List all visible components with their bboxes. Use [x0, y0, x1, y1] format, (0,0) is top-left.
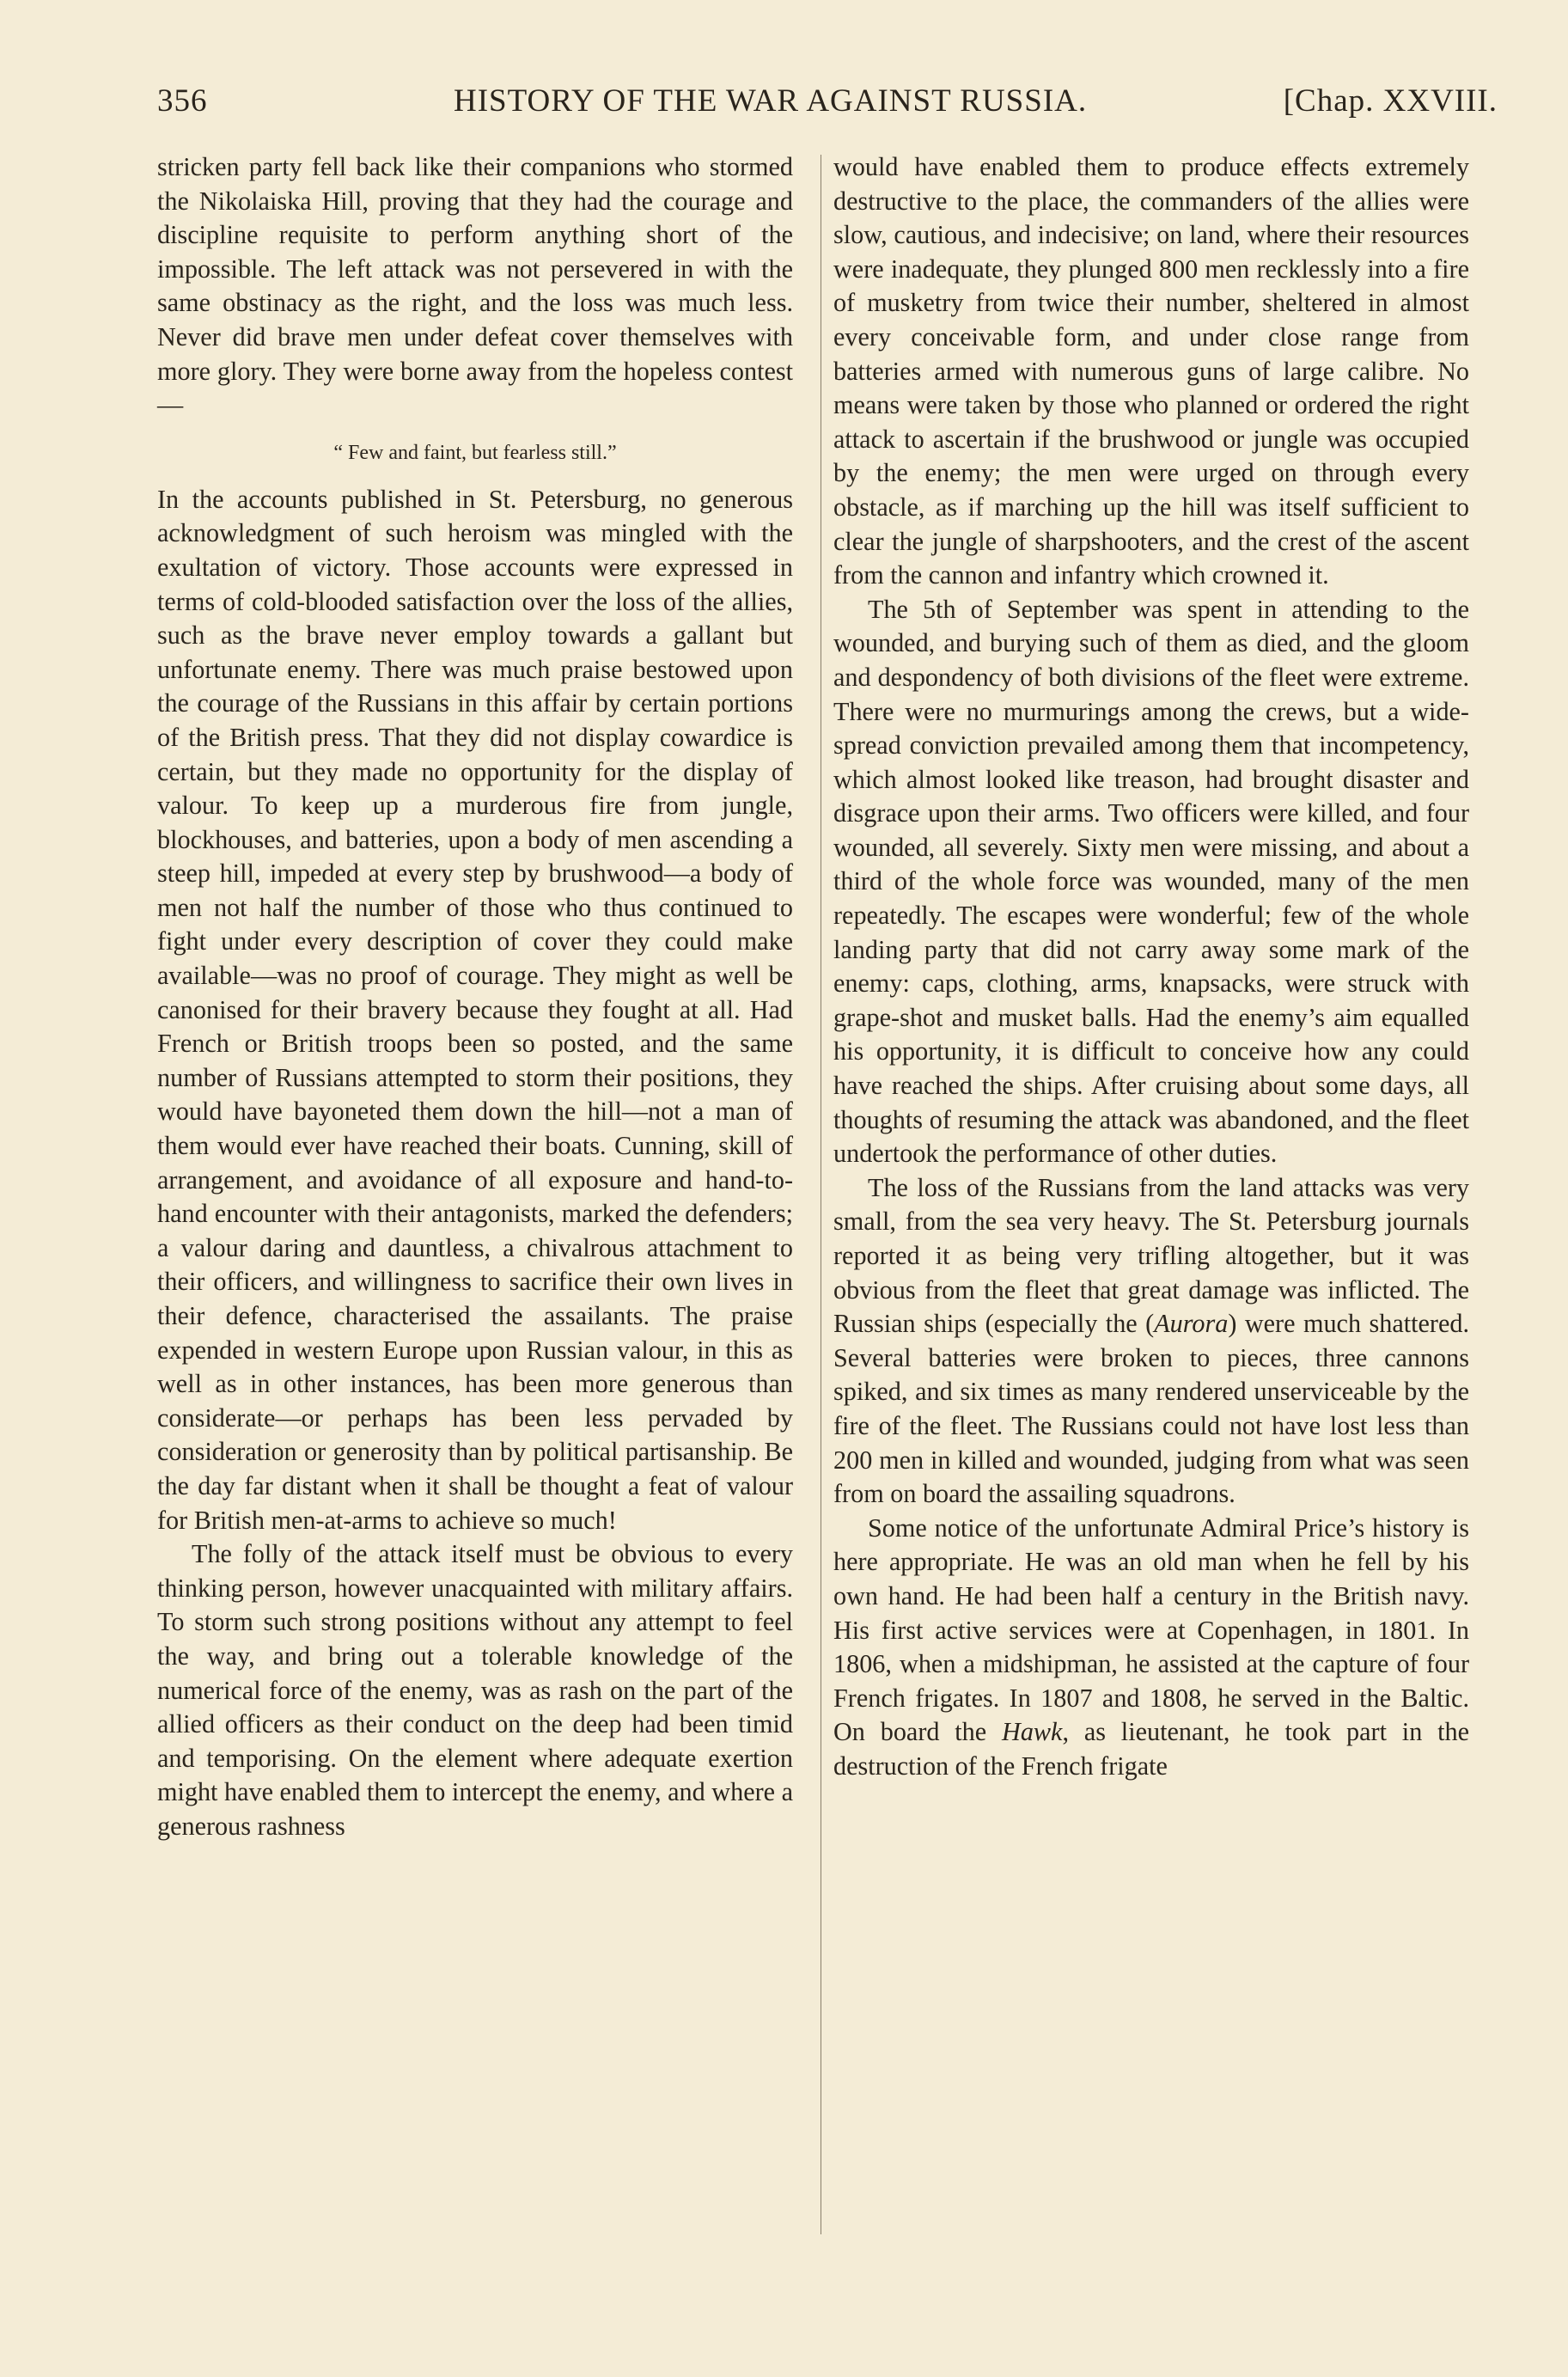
chapter-label: [Chap. XXVIII.	[1283, 83, 1498, 119]
running-header	[157, 82, 1498, 129]
paragraph: would have enabled them to produce effects extremely destructive to the place, the commanders of the allies were slow, cautious, and indecisive; on land, where their resources were inadequate, they plunged 800 men recklessly into a fire of musketry from twice their number, sheltered in almost every conceivable form, and under close range from batteries armed with numerous guns of large calibre. No means were taken by those who planned or ordered the right attack to ascertain if the brushwood or jungle was occupied by the enemy; the men were urged on through every obstacle, as if marching up the hill was itself sufficient to clear the jungle of sharpshooters, and the crest of the ascent from the cannon and infantry which crowned it.	[833, 152, 1469, 590]
running-title: HISTORY OF THE WAR AGAINST RUSSIA.	[454, 83, 1088, 119]
page-number: 356	[157, 83, 208, 119]
paragraph: stricken party fell back like their companions who stormed the Nikolaiska Hill, proving that they had the courage and discipline requisite to perform anything short of the impossible. The left attack was not persevered in with the same obstinacy as the right, and the loss was much less. Never did brave men under defeat cover themselves with more glory. They were borne away from the hopeless contest—	[157, 152, 793, 420]
ship-name: Hawk	[1002, 1717, 1063, 1747]
paragraph	[833, 1512, 1469, 1784]
left-column	[157, 150, 793, 1844]
text-span: The loss of the Russians from the land attacks was very small, from the sea very heavy. The St. Petersburg journals reported it as being very trifling altogether, but it was obvious from the fleet that great damage was inflicted. The Russian ships (especially the	[833, 1172, 1469, 1339]
paragraph: The folly of the attack itself must be obvious to every thinking person, however unacquainted with military affairs. To storm such strong positions without any attempt to feel the way, and bring out a tolerable knowledge of the numerical force of the enemy, was as rash on the part of the allied officers as their conduct on the deep had been timid and temporising. On the element where adequate exertion might have enabled them to intercept the enemy, and where a generous rashness	[157, 1539, 793, 1841]
paragraph: In the accounts published in St. Petersburg, no generous acknowledgment of such heroism was mingled with the exultation of victory. Those accounts were expressed in terms of cold-blooded satisfaction over the loss of the allies, such as the brave never employ towards a gallant but unfortunate enemy. There was much praise bestowed upon the courage of the Russians in this affair by certain portions of the British press. That they did not display cowardice is certain, but they made no opportunity for the display of valour. To keep up a murderous fire from jungle, blockhouses, and batteries, upon a body of men ascending a steep hill, impeded at every step by brushwood—a body of men not half the number of those who thus continued to fight under every description of cover they could make available—was no proof of courage. They might as well be canonised for their bravery because they fought at all. Had French or British troops been so posted, and the same number of Russians attempted to storm their positions, they would have bayoneted them down the hill—not a man of them would ever have reached their boats. Cunning, skill of arrangement, and avoidance of all exposure and hand-to-hand encounter with their antagonists, marked the defenders; a valour daring and dauntless, a chivalrous attachment to their officers, and willingness to sacrifice their own lives in their defence, characterised the assailants. The praise expended in western Europe upon Russian valour, in this as well as in other instances, has been more generous than considerate—or perhaps has been less pervaded by consideration or generosity than by political partisanship. Be the day far distant when it shall be thought a feat of valour for British men-at-arms to achieve so much!	[157, 484, 793, 1535]
paragraph: The 5th of September was spent in attending to the wounded, and burying such of them as died, and the gloom and despondency of both divisions of the fleet were extreme. There were no murmurings among the crews, but a wide-spread conviction prevailed among them that incompetency, which almost looked like treason, had brought disaster and disgrace upon their arms. Two officers were killed, and four wounded, all severely. Sixty men were missing, and about a third of the whole force was wounded, many of the men repeatedly. The escapes were wonderful; few of the whole landing party that did not carry away some mark of the enemy: caps, clothing, arms, knapsacks, were struck with grape-shot and musket balls. Had the enemy’s aim equalled his opportunity, it is difficult to conceive how any could have reached the ships. After cruising about some days, all thoughts of resuming the attack was abandoned, and the fleet undertook the performance of other duties.	[833, 594, 1469, 1169]
right-column	[833, 150, 1469, 1784]
text-span: ) were much shattered. Several batteries were broken to pieces, three cannons spiked, and six times as many rendered unserviceable by the fire of the fleet. The Russians could not have lost less than 200 men in killed and wounded, judging from what was seen from on board the assailing squadrons.	[833, 1309, 1470, 1509]
verse-quote: “ Few and faint, but fearless still.”	[333, 441, 617, 464]
ship-name: Aurora	[1154, 1309, 1229, 1339]
text-span: Some notice of the unfortunate Admiral Price’s history is here appropriate. He was an old man when he fell by his own hand. He had been half a century in the British navy. His first active services were at Copenhagen, in 1801. In 1806, when a midshipman, he assisted at the capture of four French frigates. In 1807 and 1808, he served in the Baltic. On board the	[833, 1512, 1469, 1747]
text-span: , as lieutenant, he took part in the destruction of the French frigate	[833, 1717, 1470, 1781]
paragraph: The loss of the Russians from the land attacks was very small, from the sea very heavy. The St. Petersburg journals reported it as being very trifling altogether, but it was obvious from the fleet that great damage was inflicted. The Russian ships (especially the (Aurora) were much shattered. Several batteries were broken to pieces, three cannons spiked, and six times as many rendered unserviceable by the fire of the fleet. The Russians could not have lost less than 200 men in killed and wounded, judging from what was seen from on board the assailing squadrons.	[833, 1172, 1470, 1509]
